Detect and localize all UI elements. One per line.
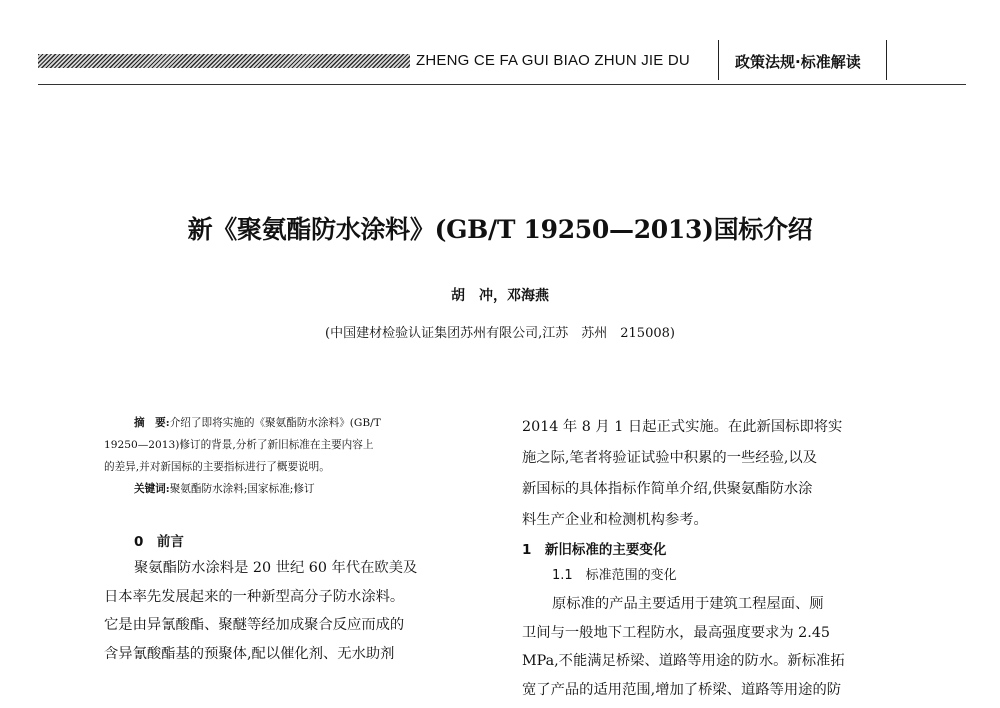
paragraph-line: 施之际,笔者将验证试验中积累的一些经验,以及 [522,450,818,466]
section-heading-introduction: 0 前言 [134,534,184,550]
header-divider-right [886,40,887,80]
abstract-line: 的差异,并对新国标的主要指标进行了概要说明。 [104,461,330,473]
journal-section-english: ZHENG CE FA GUI BIAO ZHUN JIE DU [416,52,690,69]
header-divider [718,40,719,80]
right-column [522,412,894,708]
article-affiliation: (中国建材检验认证集团苏州有限公司,江苏 苏州 215008) [325,326,675,341]
header-rule [38,84,966,85]
paragraph-line: 聚氨酯防水涂料是 20 世纪 60 年代在欧美及 [134,560,418,576]
article-title: 新《聚氨酯防水涂料》(GB/T 19250—2013)国标介绍 [187,215,813,244]
introduction-body [104,554,474,672]
subsection-heading-scope: 1.1 标准范围的变化 [552,568,677,583]
keywords-label: 关键词: [134,483,170,495]
paragraph-line: 它是由异氰酸酯、聚醚等经加成聚合反应而成的 [104,617,405,633]
abstract-label: 摘 要: [134,417,170,429]
paragraph-line: 宽了产品的适用范围,增加了桥梁、道路等用途的防 [522,681,842,698]
section-heading-main-changes: 1 新旧标准的主要变化 [522,542,667,558]
paragraph-line: 含异氰酸酯基的预聚体,配以催化剂、无水助剂 [104,645,395,662]
journal-section-chinese: 政策法规·标准解读 [735,53,861,71]
paragraph-line: 卫间与一般地下工程防水，最高强度要求为 2.45 [522,624,831,641]
keywords [104,478,474,500]
paragraph-line: 料生产企业和检测机构参考。 [522,512,708,528]
header-pattern-band [38,54,410,68]
abstract-line: 介绍了即将实施的《聚氨酯防水涂料》(GB/T [169,417,381,429]
paragraph-line: 日本率先发展起来的一种新型高分子防水涂料。 [104,588,405,605]
abstract [104,412,474,434]
paragraph-line: 原标准的产品主要适用于建筑工程屋面、厕 [552,596,824,612]
keywords-text: 聚氨酯防水涂料;国家标准;修订 [169,483,315,495]
paragraph-line: 2014 年 8 月 1 日起正式实施。在此新国标即将实 [522,419,843,435]
left-column [104,412,474,672]
abstract-line: 19250—2013)修订的背景,分析了新旧标准在主要内容上 [104,439,374,451]
scope-body [522,590,894,708]
paragraph-line: MPa,不能满足桥梁、道路等用途的防水。新标准拓 [522,653,845,669]
paragraph-line: 新国标的具体指标作简单介绍,供聚氨酯防水涂 [522,481,813,497]
article-authors: 胡 冲，邓海燕 [451,288,549,304]
